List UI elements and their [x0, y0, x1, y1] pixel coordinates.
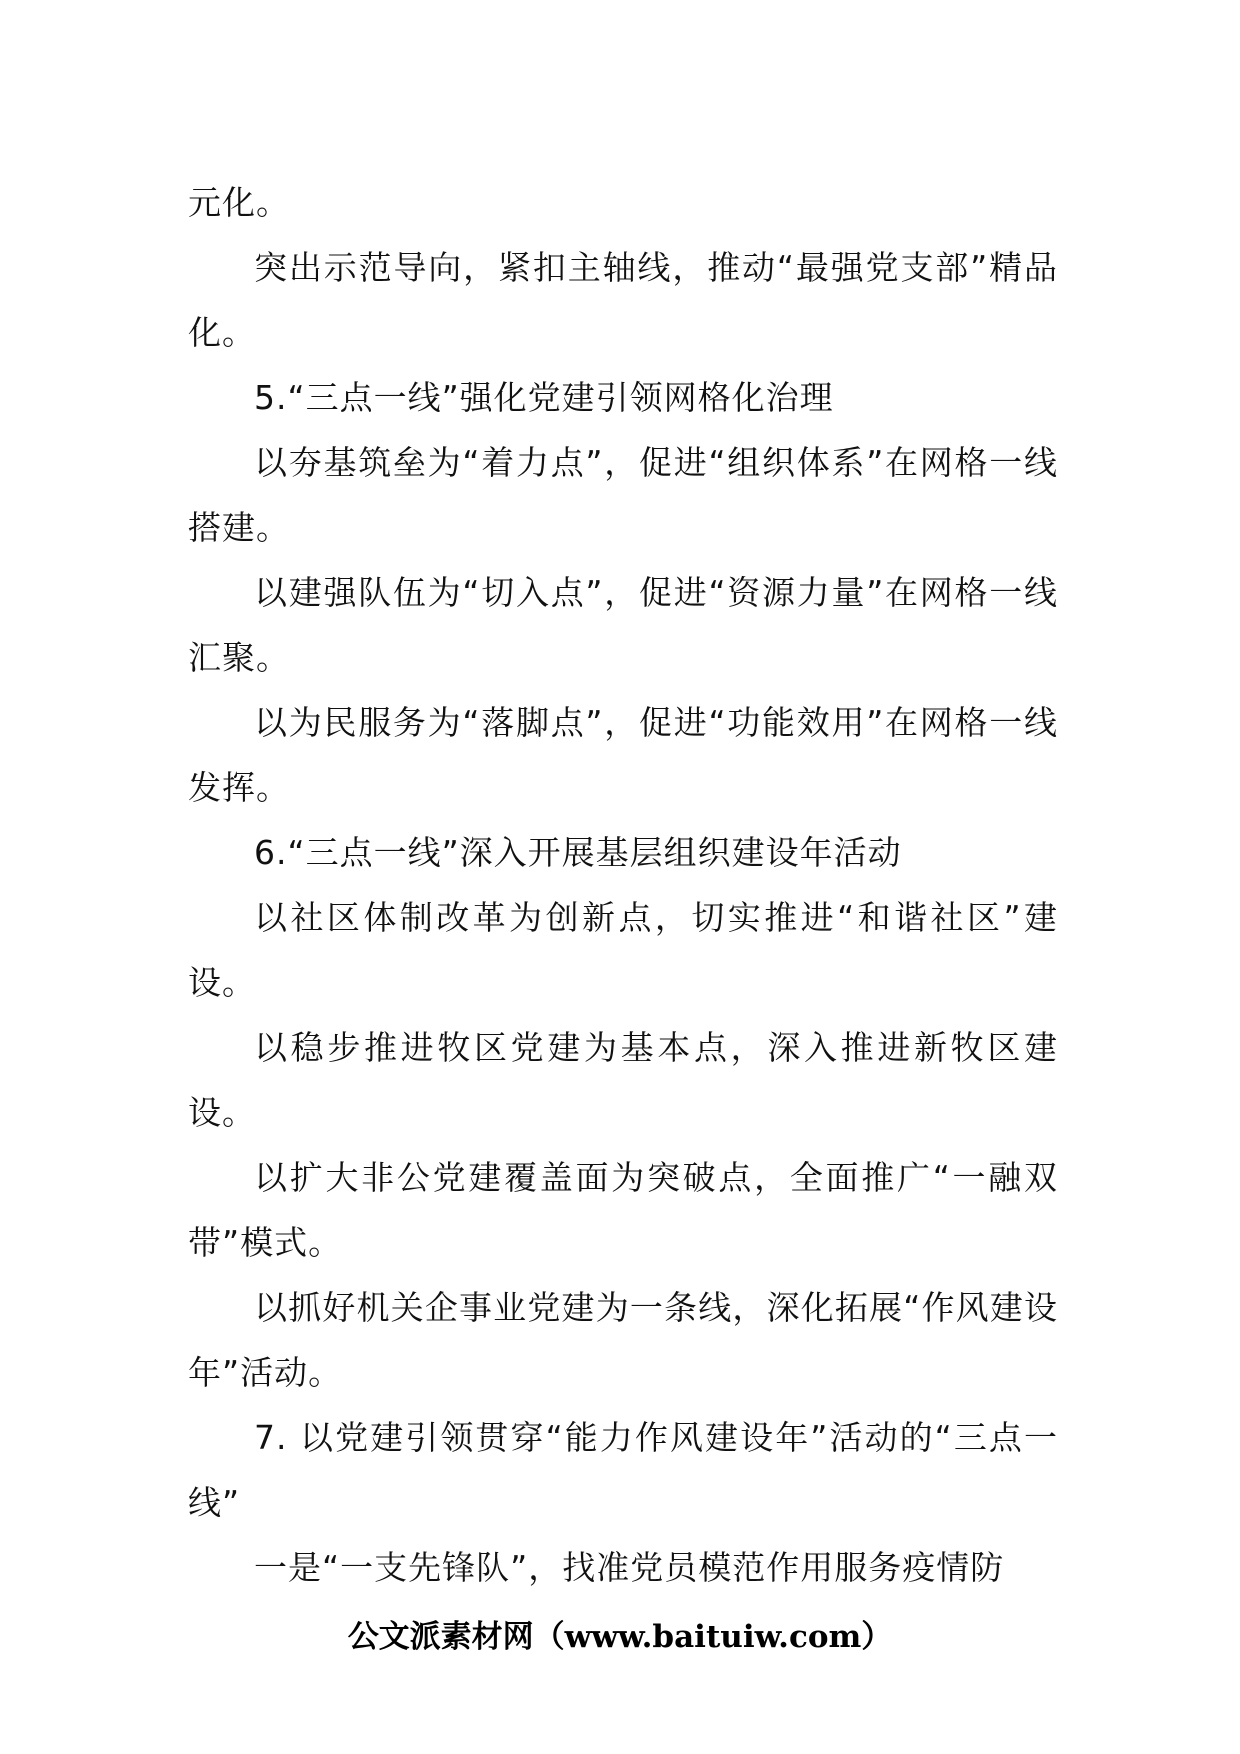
- section-heading-7: 7. 以党建引领贯穿“能力作风建设年”活动的“三点一线”: [188, 1418, 1058, 1522]
- paragraph-4: 以建强队伍为“切入点”，促进“资源力量”在网格一线汇聚。: [188, 573, 1058, 677]
- paragraph-3: 以夯基筑垒为“着力点”，促进“组织体系”在网格一线搭建。: [188, 443, 1058, 547]
- paragraph-9: 以抓好机关企事业党建为一条线，深化拓展“作风建设年”活动。: [188, 1288, 1058, 1392]
- paragraph-10: 一是“一支先锋队”，找准党员模范作用服务疫情防: [254, 1548, 1005, 1587]
- section-heading-5: 5.“三点一线”强化党建引领网格化治理: [254, 378, 834, 417]
- paragraph-6: 以社区体制改革为创新点，切实推进“和谐社区”建设。: [188, 898, 1058, 1002]
- paragraph-2: 突出示范导向，紧扣主轴线，推动“最强党支部”精品化。: [188, 248, 1058, 352]
- paragraph-1: 元化。: [188, 183, 290, 222]
- document-body: [188, 170, 1058, 1600]
- paragraph-7: 以稳步推进牧区党建为基本点，深入推进新牧区建设。: [188, 1028, 1058, 1132]
- section-heading-6: 6.“三点一线”深入开展基层组织建设年活动: [254, 833, 902, 872]
- paragraph-5: 以为民服务为“落脚点”，促进“功能效用”在网格一线发挥。: [188, 703, 1058, 807]
- footer-watermark: 公文派素材网（www.baituiw.com）: [347, 1619, 893, 1655]
- paragraph-8: 以扩大非公党建覆盖面为突破点，全面推广“一融双带”模式。: [188, 1158, 1058, 1262]
